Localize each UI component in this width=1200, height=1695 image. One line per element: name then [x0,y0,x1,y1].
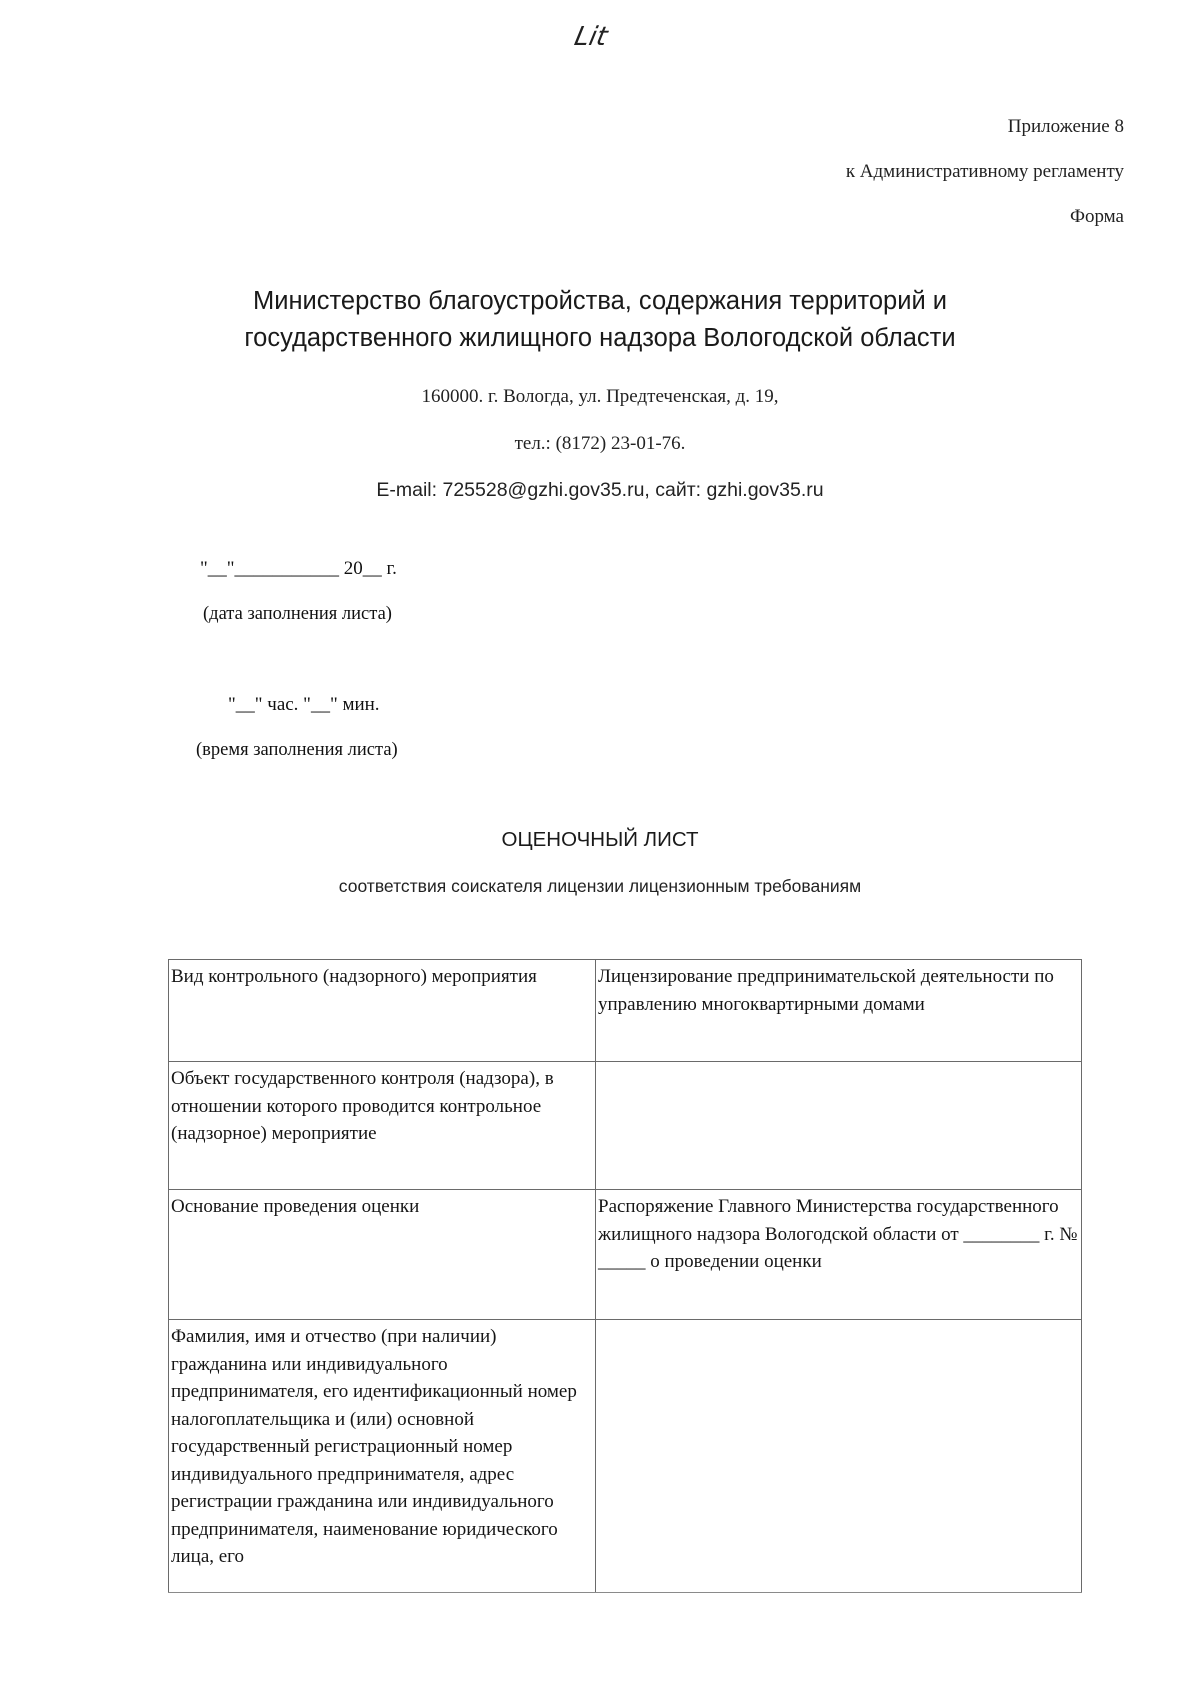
appendix-regulation: к Административному регламенту [845,161,1124,182]
sheet-title: ОЦЕНОЧНЫЙ ЛИСТ [501,828,699,851]
handwritten-page-mark: Lit [571,22,611,52]
appendix-form-label: Форма [1069,206,1124,227]
fill-date-line: "__"___________ 20__ г. [200,558,397,579]
ministry-name [0,283,1200,357]
ministry-phone: тел.: (8172) 23-01-76. [514,433,686,454]
assessment-table [168,959,1082,1593]
table-row [169,960,1082,1062]
table-value-cell: Распоряжение Главного Министерства государственного жилищного надзора Вологодской области от ________ г. № _____ о проведении оценки [596,1190,1082,1320]
appendix-number: Приложение 8 [1007,116,1124,137]
ministry-name-line-2: государственного жилищного надзора Вологодской области [244,324,956,352]
table-label-cell: Основание проведения оценки [169,1190,596,1320]
fill-time-line: "__" час. "__" мин. [228,694,380,715]
fill-time-caption: (время заполнения листа) [196,740,398,760]
table-value-cell [596,1062,1082,1190]
appendix-header [846,104,1124,239]
table-label-cell: Объект государственного контроля (надзора), в отношении которого проводится контрольное (надзорное) мероприятие [169,1062,596,1190]
sheet-subtitle: соответствия соискателя лицензии лицензионным требованиям [338,876,862,896]
table-row [169,1320,1082,1593]
fill-date-caption: (дата заполнения листа) [203,604,392,624]
table-row [169,1062,1082,1190]
table-value-cell [596,1320,1082,1593]
ministry-address: 160000. г. Вологда, ул. Предтеченская, д. 19, [421,386,779,407]
table-row [169,1190,1082,1320]
table-label-cell: Вид контрольного (надзорного) мероприятия [169,960,596,1062]
ministry-name-line-1: Министерство благоустройства, содержания территорий и [252,287,948,315]
table-value-cell: Лицензирование предпринимательской деятельности по управлению многоквартирными домами [596,960,1082,1062]
ministry-email-site: E-mail: 725528@gzhi.gov35.ru, сайт: gzhi.gov35.ru [376,479,824,501]
ministry-contacts [0,373,1200,514]
table-label-cell: Фамилия, имя и отчество (при наличии) гражданина или индивидуального предпринимателя, его идентификационный номер налогоплательщика и (или) основной государственный регистрационный номер индивидуального предпринимателя, адрес регистрации гражданина или индивидуального предпринимателя, наименование юридического лица, его [169,1320,596,1593]
